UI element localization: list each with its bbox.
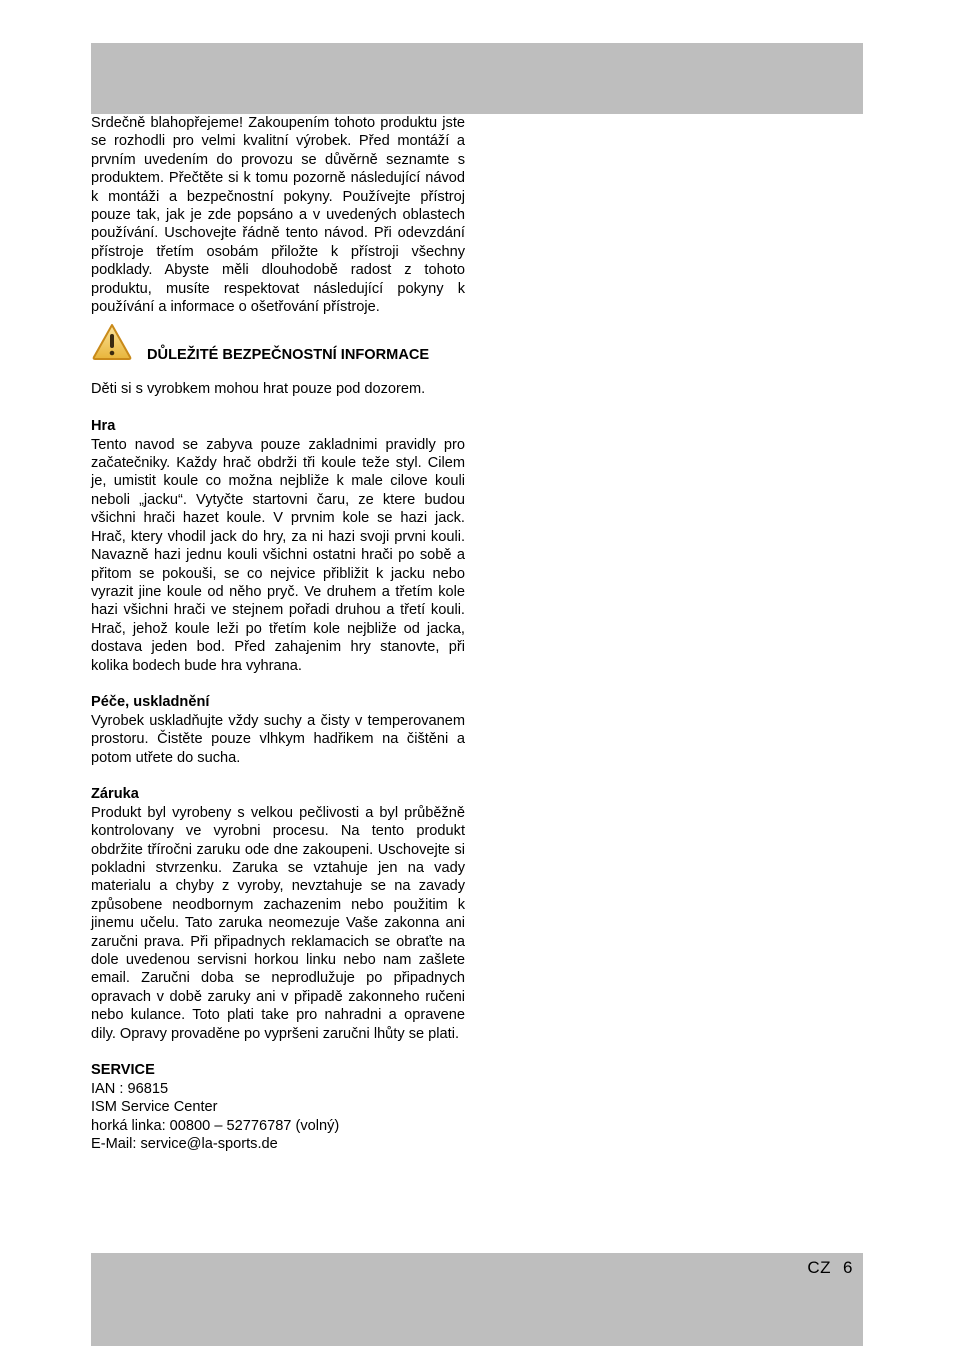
warranty-text: Produkt byl vyrobeny s velkou pečlivosti a byl průběžně kontrolovany ve vyrobni procesu. Na tento produkt obdržite tříročni zaruku ode dne zakoupeni. Uschovejte si pokladni stvrzenku. Zaruka se vztahuje jen na vady materialu a chyby z vyroby, nevztahuje se na zavady způsobene neodbornym zachazenim nebo použitim k jinemu učelu. Tato zaruka neomezuje Vaše zakonna ani zaručni prava. Při připadnych reklamacich se obraťte na dole uvedenou servisni horkou linku nebo nam zašlete email. Zaručni doba se neprodlužuje po připadnych opravach v době zaruky ani v připadě zakonneho ručeni nebo kulance. Toto plati take pro nahradni a opravene dily. Opravy provaděne po vypršeni zaručni lhůty se plati.	[91, 804, 465, 1042]
service-email: E-Mail: service@la-sports.de	[91, 1136, 278, 1153]
care-text: Vyrobek uskladňujte vždy suchy a čisty v temperovanem prostoru. Čistěte pouze vlhkym hadřikem na čištěni a potom utřete do sucha.	[91, 712, 465, 766]
game-heading: Hra	[91, 418, 116, 435]
warning-triangle-icon	[91, 322, 133, 362]
service-heading: SERVICE	[91, 1062, 155, 1079]
intro-paragraph: Srdečně blahopřejeme! Zakoupením tohoto produktu jste se rozhodli pro velmi kvalitní výrobek. Před montáží a prvním uvedením do provozu se důvěrně seznamte s produktem. Přečtěte si k tomu pozorně následující návod k montáži a bezpečnostní pokyny. Používejte přístroj pouze tak, jak je zde popsáno a v uvedených oblastech používání. Uschovejte řádně tento návod. Při odevzdání přístroje třetím osobám přiložte k přístroji všechny podklady. Abyste měli dlouhodobě radost z tohoto produktu, musíte respektovat následující pokyny k používání a informace o ošetřování přístroje.	[91, 115, 465, 316]
warranty-heading: Záruka	[91, 786, 139, 803]
game-text: Tento navod se zabyva pouze zakladnimi pravidly pro začatečniky. Každy hrač obdrži tři koule teže styl. Cilem je, umistit koule co možna nejbliže k male cilove kouli neboli „jacku“. Vytyčte startovni čaru, ze ktere budou všichni hrači hazet koule. V prvnim kole se hazi jack. Hrač, ktery vhodil jack do hry, za ni hazi svoji prvni kouli. Navazně hazi jednu kouli všichni ostatni hrači po sobě a přitom se pokouši, se co nejvice přibližit k jacku nebo vyrazit jine koule od něho pryč. Ve druhem a třetím kole hazi všichni hrači ve stejnem pořadi druhou a třetí kouli. Hrač, jehož koule leži po třetím kole nejbliže od jacka, dostava jeden bod. Před zahajenim hry stanovte, při kolika bodech bude hra vyhrana.	[91, 436, 465, 674]
page-label	[807, 1258, 853, 1278]
content-column	[91, 114, 465, 1153]
safety-text: Děti si s vyrobkem mohou hrat pouze pod dozorem.	[91, 381, 426, 398]
language-code: CZ	[807, 1258, 832, 1277]
header-band	[91, 43, 863, 114]
footer-band	[91, 1253, 863, 1346]
service-center: ISM Service Center	[91, 1099, 218, 1116]
service-ian: IAN : 96815	[91, 1080, 169, 1097]
service-hotline: horká linka: 00800 – 52776787 (volný)	[91, 1117, 340, 1134]
page-number: 6	[843, 1258, 853, 1277]
safety-title: DŮLEŽITÉ BEZPEČNOSTNÍ INFORMACE	[147, 347, 430, 364]
care-heading: Péče, uskladnění	[91, 694, 210, 711]
safety-header	[91, 322, 465, 380]
